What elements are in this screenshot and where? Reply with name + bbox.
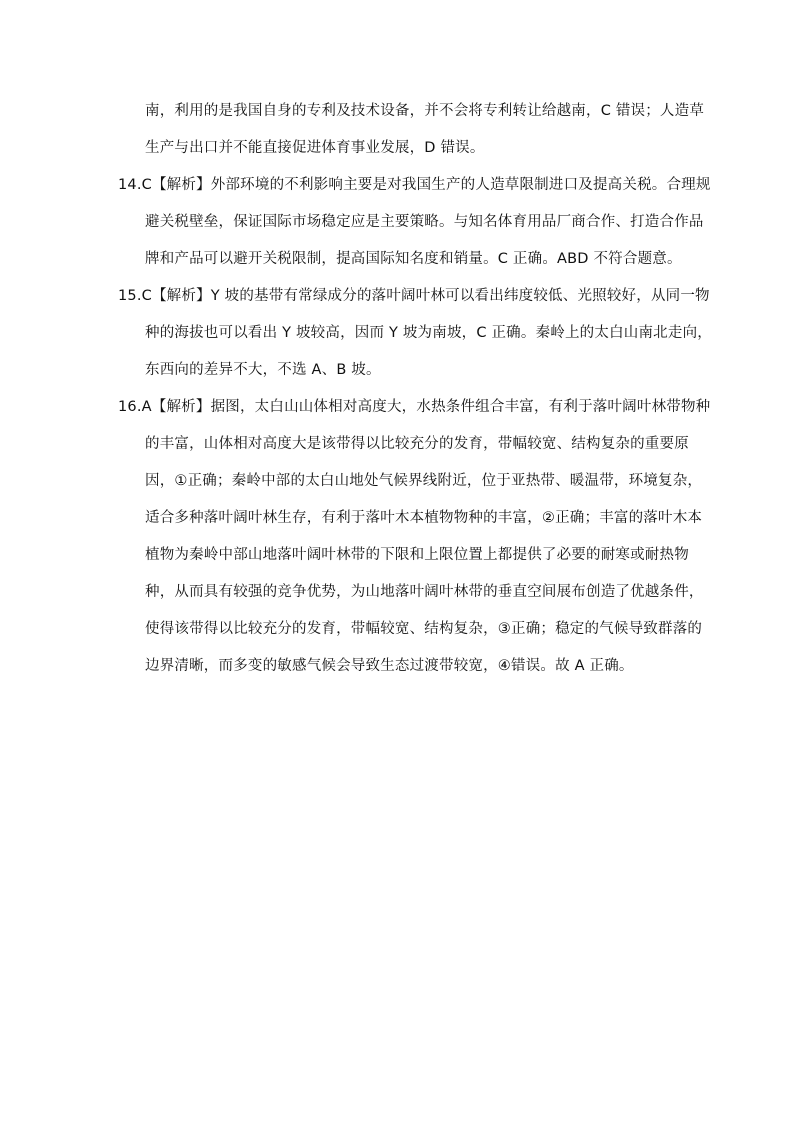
text-line: 因，①正确；秦岭中部的太白山地处气候界线附近，位于亚热带、暖温带，环境复杂，: [145, 473, 703, 489]
text-line: 东西向的差异不大，不选 A、B 坡。: [145, 362, 381, 378]
text-line: 种，从而具有较强的竞争优势，为山地落叶阔叶林带的垂直空间展布创造了优越条件，: [145, 584, 704, 600]
text-line: 种的海拔也可以看出 Y 坡较高，因而 Y 坡为南坡，C 正确。秦岭上的太白山南北走向，: [145, 325, 712, 341]
text-line: 牌和产品可以避开关税限制，提高国际知名度和销量。C 正确。ABD 不符合题意。: [145, 251, 682, 267]
text-line: 适合多种落叶阔叶林生存，有利于落叶木本植物物种的丰富，②正确；丰富的落叶木本: [145, 510, 703, 526]
text-line: 避关税壁垒，保证国际市场稳定应是主要策略。与知名体育用品厂商合作、打造合作品: [145, 214, 704, 230]
text-line: 边界清晰，而多变的敏感气候会导致生态过渡带较宽，④错误。故 A 正确。: [145, 658, 634, 674]
text-line: 南，利用的是我国自身的专利及技术设备，并不会将专利转让给越南，C 错误；人造草: [145, 103, 705, 119]
text-line: 的丰富，山体相对高度大是该带得以比较充分的发育，带幅较宽、结构复杂的重要原: [145, 436, 689, 452]
answer-16-line: 16.A【解析】据图，太白山山体相对高度大，水热条件组合丰富，有利于落叶阔叶林带物种: [118, 399, 711, 415]
text-line: 使得该带得以比较充分的发育，带幅较宽、结构复杂，③正确；稳定的气候导致群落的: [145, 621, 703, 637]
answer-15-line: 15.C【解析】Y 坡的基带有常绿成分的落叶阔叶林可以看出纬度较低、光照较好，从同一物: [118, 288, 710, 304]
text-line: 植物为秦岭中部山地落叶阔叶林带的下限和上限位置上都提供了必要的耐寒或耐热物: [145, 547, 689, 563]
text-line: 生产与出口并不能直接促进体育事业发展，D 错误。: [145, 140, 485, 156]
answer-14-line: 14.C【解析】外部环境的不利影响主要是对我国生产的人造草限制进口及提高关税。合理规: [118, 177, 711, 193]
